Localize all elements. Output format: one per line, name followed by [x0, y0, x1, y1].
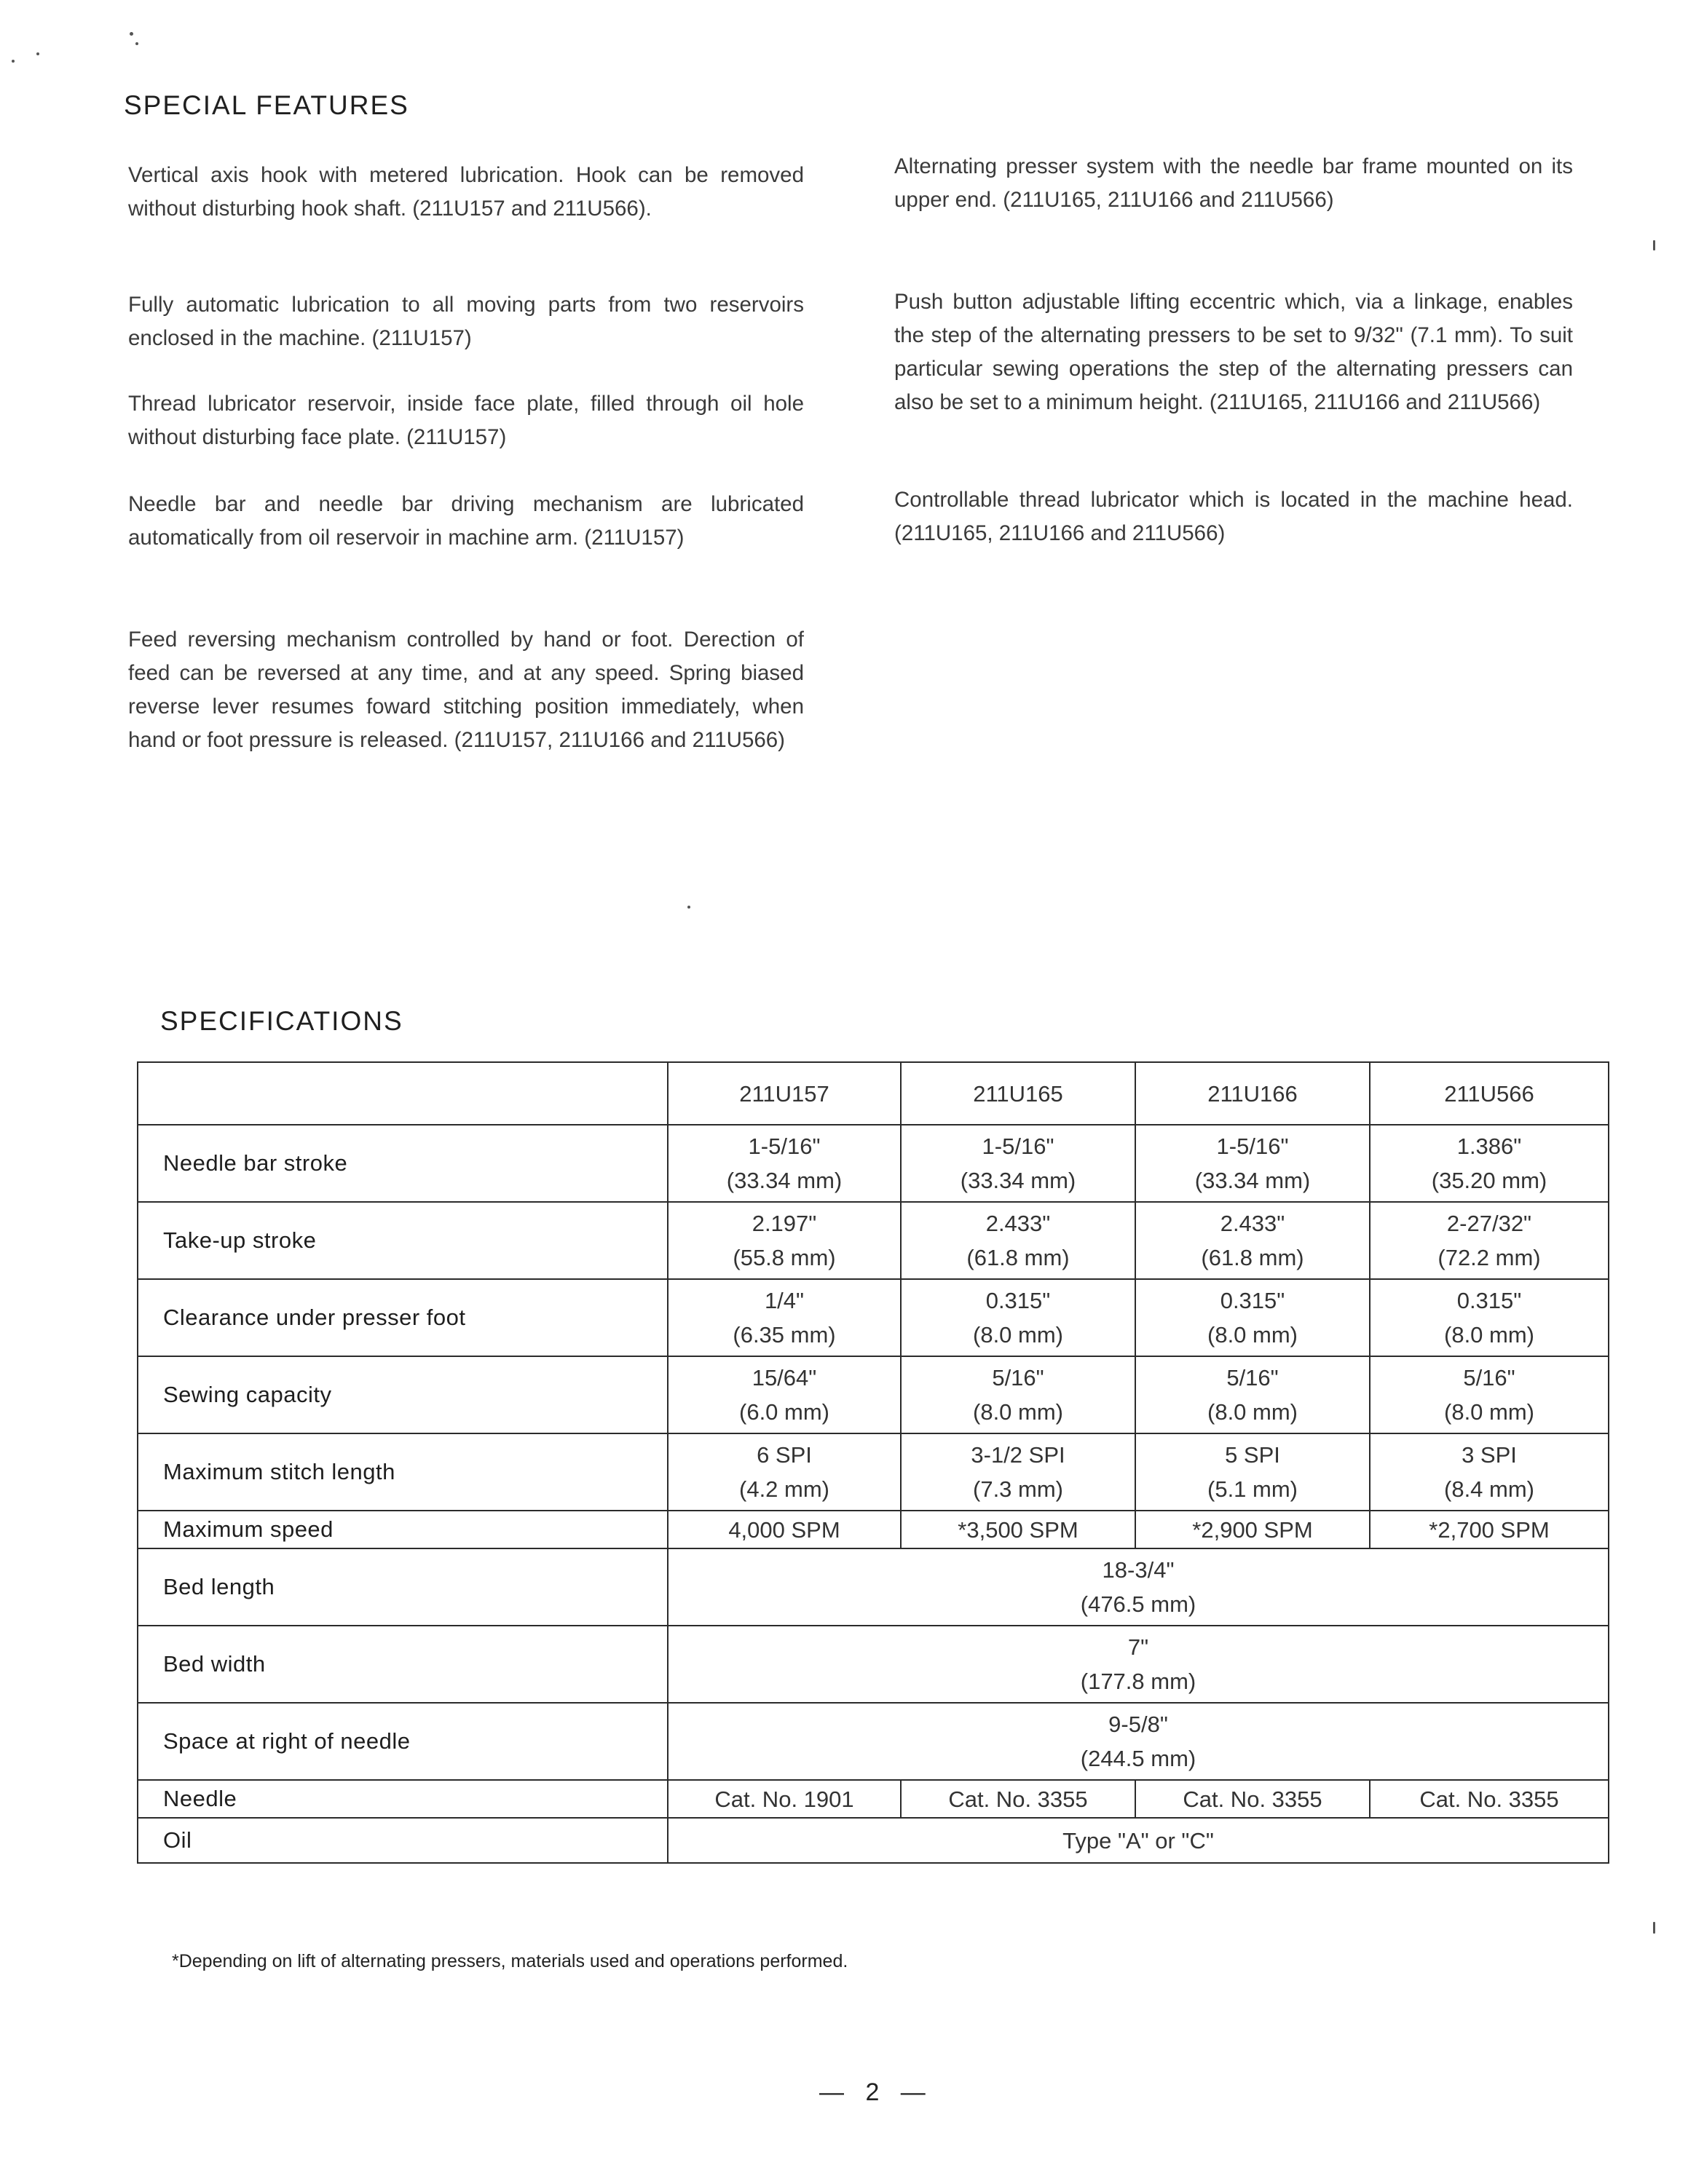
table-cell: 9-5/8" (244.5 mm) [668, 1703, 1609, 1780]
model-header: 211U165 [901, 1062, 1135, 1125]
table-row [138, 1548, 1609, 1626]
table-cell: 3-1/2 SPI (7.3 mm) [901, 1433, 1135, 1511]
table-row [138, 1356, 1609, 1433]
row-label: Needle bar stroke [138, 1125, 668, 1202]
table-row [138, 1703, 1609, 1780]
table-row [138, 1125, 1609, 1202]
table-cell: 2-27/32" (72.2 mm) [1370, 1202, 1609, 1279]
table-row [138, 1279, 1609, 1356]
page-number: — 2 — [819, 2078, 933, 2106]
scan-speck [36, 52, 39, 55]
table-cell: 5/16" (8.0 mm) [1370, 1356, 1609, 1433]
row-label: Space at right of needle [138, 1703, 668, 1780]
table-cell: 1-5/16" (33.34 mm) [901, 1125, 1135, 1202]
model-header: 211U166 [1135, 1062, 1370, 1125]
table-row [138, 1433, 1609, 1511]
feature-paragraph: Thread lubricator reservoir, inside face plate, filled through oil hole without disturbing face plate. (211U157) [128, 392, 804, 449]
row-label: Bed length [138, 1548, 668, 1626]
table-cell: Cat. No. 3355 [1370, 1780, 1609, 1818]
table-cell: 1-5/16" (33.34 mm) [668, 1125, 901, 1202]
table-cell: Cat. No. 1901 [668, 1780, 901, 1818]
table-cell: 2.433" (61.8 mm) [1135, 1202, 1370, 1279]
table-cell: 3 SPI (8.4 mm) [1370, 1433, 1609, 1511]
scan-speck [130, 32, 133, 36]
feature-paragraph: Controllable thread lubricator which is located in the machine head. (211U165, 211U166 and 211U566) [894, 488, 1573, 545]
table-cell: 0.315" (8.0 mm) [1370, 1279, 1609, 1356]
table-row [138, 1780, 1609, 1818]
table-cell: 1.386" (35.20 mm) [1370, 1125, 1609, 1202]
scan-speck [12, 60, 15, 63]
model-header: 211U157 [668, 1062, 901, 1125]
table-cell: 18-3/4" (476.5 mm) [668, 1548, 1609, 1626]
feature-paragraph: Fully automatic lubrication to all moving parts from two reservoirs enclosed in the machine. (211U157) [128, 293, 804, 350]
table-cell: *2,900 SPM [1135, 1511, 1370, 1548]
row-label: Oil [138, 1818, 668, 1863]
feature-paragraph: Push button adjustable lifting eccentric which, via a linkage, enables the step of the alternating pressers to be set to 9/32" (7.1 mm). To suit particular sewing operations the step of the alternating pressers can also be set to a minimum height. (211U165, 211U166 and 211U566) [894, 290, 1573, 414]
table-cell: Type "A" or "C" [668, 1818, 1609, 1863]
table-cell: 1/4" (6.35 mm) [668, 1279, 901, 1356]
table-cell: 2.433" (61.8 mm) [901, 1202, 1135, 1279]
table-cell: *3,500 SPM [901, 1511, 1135, 1548]
table-cell: 0.315" (8.0 mm) [901, 1279, 1135, 1356]
feature-paragraph: Alternating presser system with the needle bar frame mounted on its upper end. (211U165, 211U166 and 211U566) [894, 154, 1573, 212]
specifications-heading: SPECIFICATIONS [160, 1006, 403, 1036]
model-header: 211U566 [1370, 1062, 1609, 1125]
row-label: Bed width [138, 1626, 668, 1703]
scan-speck [1653, 1922, 1655, 1934]
table-cell: *2,700 SPM [1370, 1511, 1609, 1548]
table-row [138, 1511, 1609, 1548]
special-features-heading: SPECIAL FEATURES [124, 90, 409, 120]
scan-speck [135, 42, 138, 45]
table-cell: 5 SPI (5.1 mm) [1135, 1433, 1370, 1511]
footnote: *Depending on lift of alternating pressers, materials used and operations performed. [172, 1951, 848, 1971]
table-cell: 5/16" (8.0 mm) [1135, 1356, 1370, 1433]
feature-paragraph: Feed reversing mechanism controlled by hand or foot. Derection of feed can be reversed at any time, and at any speed. Spring biased reverse lever resumes foward stitching position immediately, when hand or foot pressure is released. (211U157, 211U166 and 211U566) [128, 628, 804, 752]
table-cell: 5/16" (8.0 mm) [901, 1356, 1135, 1433]
table-cell: 2.197" (55.8 mm) [668, 1202, 901, 1279]
scan-speck [1653, 240, 1655, 250]
feature-paragraph: Needle bar and needle bar driving mechanism are lubricated automatically from oil reservoir in machine arm. (211U157) [128, 492, 804, 550]
table-row [138, 1626, 1609, 1703]
table-cell: 1-5/16" (33.34 mm) [1135, 1125, 1370, 1202]
table-cell: Cat. No. 3355 [901, 1780, 1135, 1818]
table-cell: 6 SPI (4.2 mm) [668, 1433, 901, 1511]
table-corner-cell [138, 1062, 668, 1125]
specifications-table [137, 1061, 1609, 1864]
row-label: Maximum speed [138, 1511, 668, 1548]
row-label: Clearance under presser foot [138, 1279, 668, 1356]
table-row [138, 1202, 1609, 1279]
row-label: Maximum stitch length [138, 1433, 668, 1511]
table-cell: 4,000 SPM [668, 1511, 901, 1548]
table-cell: 15/64" (6.0 mm) [668, 1356, 901, 1433]
table-header-row [138, 1062, 1609, 1125]
scan-speck [687, 906, 690, 909]
row-label: Needle [138, 1780, 668, 1818]
table-cell: 7" (177.8 mm) [668, 1626, 1609, 1703]
row-label: Sewing capacity [138, 1356, 668, 1433]
table-cell: Cat. No. 3355 [1135, 1780, 1370, 1818]
table-row [138, 1818, 1609, 1863]
table-cell: 0.315" (8.0 mm) [1135, 1279, 1370, 1356]
row-label: Take-up stroke [138, 1202, 668, 1279]
feature-paragraph: Vertical axis hook with metered lubrication. Hook can be removed without disturbing hook shaft. (211U157 and 211U566). [128, 163, 804, 221]
